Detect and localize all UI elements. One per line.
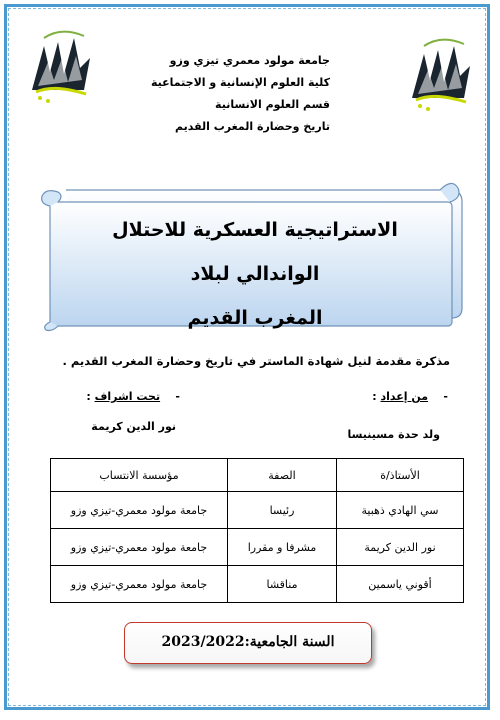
- memo-description: مذكرة مقدمة لنيل شهادة الماستر في تاريخ وحضارة المغرب القديم .: [62, 354, 450, 368]
- university-header: [90, 50, 330, 138]
- academic-year-box: [124, 622, 372, 664]
- supervisor-name: نور الدين كريمة: [91, 420, 176, 433]
- prepared-label-text: من إعداد: [380, 390, 429, 403]
- thesis-title-line-2: المغرب القديم: [187, 307, 323, 329]
- thesis-title: [70, 208, 440, 340]
- jury-header-institution: مؤسسة الانتساب: [51, 459, 228, 492]
- jury-professor: سي الهادي ذهبية: [337, 492, 464, 529]
- jury-role: رئيسا: [228, 492, 337, 529]
- thesis-title-line-1: الاستراتيجية العسكرية للاحتلال الواندالي لبلاد: [112, 219, 398, 285]
- ummto-logo-icon: [410, 36, 474, 116]
- table-row: [51, 529, 464, 566]
- ummto-logo-icon: [30, 28, 94, 108]
- jury-institution: جامعة مولود معمري-تيزي وزو: [51, 566, 228, 603]
- jury-professor: أقوني ياسمين: [337, 566, 464, 603]
- jury-header-professor: الأستاذ/ة: [337, 459, 464, 492]
- jury-header-row: [51, 459, 464, 492]
- supervision-dash: -: [175, 390, 180, 403]
- supervision-colon: :: [86, 390, 91, 403]
- jury-institution: جامعة مولود معمري-تيزي وزو: [51, 492, 228, 529]
- faculty-name: كلية العلوم الإنسانية و الاجتماعية: [150, 76, 330, 89]
- specialty-name: تاريخ وحضارة المغرب القديم: [174, 120, 330, 133]
- academic-year: السنة الجامعية:2023/2022: [161, 634, 335, 650]
- jury-role: مناقشا: [228, 566, 337, 603]
- jury-header-role: الصفة: [228, 459, 337, 492]
- supervised-by-label: [86, 390, 180, 403]
- jury-table: [50, 458, 464, 603]
- prepared-dash: -: [443, 390, 448, 403]
- jury-role: مشرفا و مقررا: [228, 529, 337, 566]
- table-row: [51, 492, 464, 529]
- table-row: [51, 566, 464, 603]
- jury-institution: جامعة مولود معمري-تيزي وزو: [51, 529, 228, 566]
- prepared-by-label: [372, 390, 448, 403]
- prepared-colon: :: [372, 390, 377, 403]
- jury-professor: نور الدين كريمة: [337, 529, 464, 566]
- department-name: قسم العلوم الانسانية: [215, 98, 330, 111]
- university-name: جامعة مولود معمري تيزي وزو: [169, 54, 330, 67]
- supervision-label-text: تحت اشراف: [94, 390, 161, 403]
- student-name: ولد حدة مسينيسا: [347, 428, 440, 441]
